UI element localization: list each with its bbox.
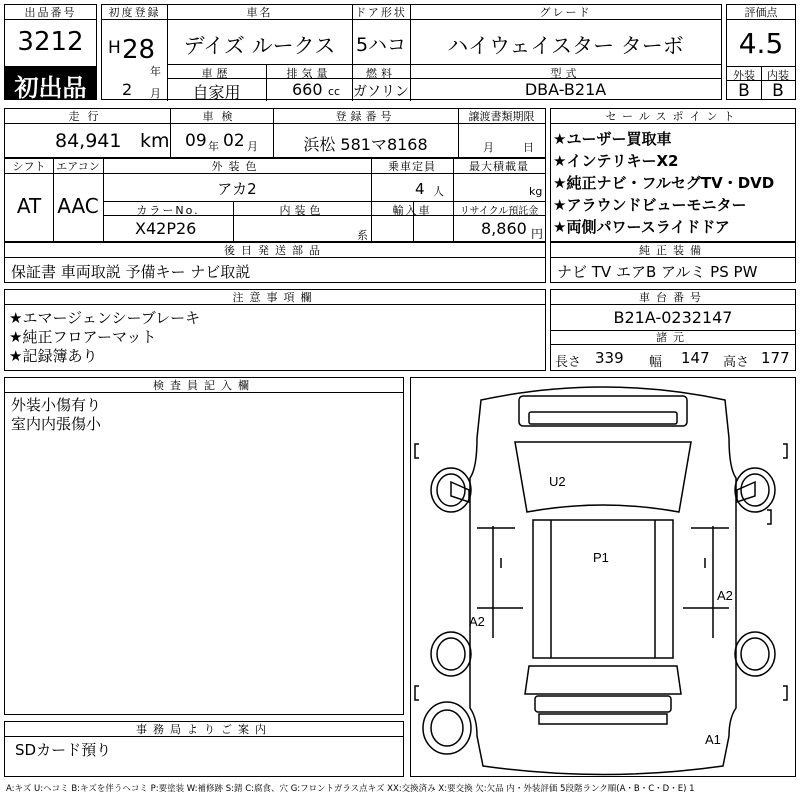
later-parts-text: 保証書 車両取説 予備キー ナビ取説 [11, 263, 251, 281]
door-type: 5ハコ [355, 34, 407, 56]
genuine-equipment-text: ナビ TV エアB アルミ PS PW [557, 263, 758, 281]
note-item: ★エマージェンシーブレーキ [9, 309, 201, 327]
office-box [4, 721, 404, 777]
lot-number-label: 出品番号 [5, 5, 96, 20]
sales-point-item: ★ユーザー買取車 [553, 130, 672, 148]
capacity-unit: 人 [433, 185, 444, 198]
chassis-label: 車台番号 [551, 290, 795, 305]
recycle-fee: 8,860 [481, 219, 527, 238]
history-label: 車歴 [201, 67, 232, 80]
mileage-unit: km [140, 130, 170, 152]
load-unit: kg [529, 185, 543, 198]
notes-box [4, 289, 546, 371]
spec-row [4, 158, 546, 242]
sales-point-item: ★純正ナビ・フルセグTV・DVD [553, 174, 775, 192]
exterior-label: 外装 [733, 69, 755, 82]
first-reg-year: 28 [122, 35, 156, 65]
later-parts-box [4, 242, 546, 283]
note-item: ★純正フロアーマット [9, 328, 157, 346]
transfer-day-unit: 日 [523, 141, 534, 154]
damage-diagram-box [410, 377, 796, 777]
mileage-row [4, 108, 546, 158]
model-label: 型式 [550, 67, 581, 80]
plate: 浜松 581マ8168 [303, 135, 428, 154]
load-label: 最大積載量 [453, 159, 545, 174]
interior-color-label: 内装色 [279, 204, 325, 217]
sales-points-box [550, 108, 796, 242]
inspector-line: 外装小傷有り [11, 396, 102, 414]
notes-label: 注意事項欄 [5, 290, 545, 305]
first-reg-month: 2 [122, 80, 133, 99]
insp-month-unit: 月 [247, 140, 258, 153]
car-name: デイズ ルークス [183, 34, 336, 58]
insp-year: 09 [185, 131, 207, 151]
note-item: ★記録簿あり [9, 347, 98, 365]
sales-point-item: ★インテリキーX2 [553, 152, 679, 170]
interior-grade: B [772, 81, 784, 101]
legend-text: A:キズ U:ヘコミ B:キズを伴うヘコミ P:要塗装 W:補修跡 S:錆 C:腐食、穴 G:フロントガラス点キズ XX:交換済み X:要交換 欠:欠品 内・外装評価 5段階ランク順(A・B・C・D・E) 1 [6, 784, 695, 794]
model: DBA-B21A [524, 80, 607, 99]
aircon: AAC [57, 194, 99, 218]
office-label: 事務局よりご案内 [5, 722, 403, 737]
fuel-label: 燃料 [366, 67, 396, 80]
inspector-label: 検査員記入欄 [5, 378, 403, 393]
exterior-grade: B [738, 81, 750, 101]
length: 339 [595, 349, 624, 367]
chassis-box [550, 289, 796, 371]
displacement: 660 [292, 80, 323, 99]
month-unit: 月 [150, 87, 161, 100]
year-unit: 年 [150, 65, 161, 78]
recycle-unit: 円 [531, 227, 544, 241]
height-label: 高さ [723, 355, 750, 370]
era: H [108, 38, 121, 58]
grade-label: グレード [410, 5, 721, 20]
shift: AT [16, 194, 42, 218]
door-label: ドア形状 [352, 5, 410, 20]
mileage: 84,941 [55, 130, 122, 152]
lot-number: 3212 [17, 27, 84, 57]
sales-point-item: ★両側パワースライドドア [553, 218, 730, 236]
inspector-line: 室内内張傷小 [11, 415, 102, 433]
transfer-label: 譲渡書類期限 [458, 109, 545, 124]
plate-label: 登録番号 [273, 109, 458, 124]
insp-month: 02 [223, 131, 245, 151]
inspector-notes [11, 396, 101, 434]
genuine-equipment-label: 純正装備 [551, 243, 795, 258]
first-listing-badge: 初出品 [4, 66, 97, 100]
width: 147 [681, 349, 710, 367]
genuine-equipment-box [550, 242, 796, 283]
color-no: X42P26 [135, 219, 197, 238]
width-label: 幅 [649, 355, 663, 370]
dims-label: 諸元 [551, 330, 795, 345]
aircon-label: エアコン [53, 159, 103, 174]
sales-points-list [553, 128, 774, 238]
vehicle-header-box [101, 4, 722, 100]
mileage-label: 走行 [5, 109, 170, 124]
length-label: 長さ [555, 355, 582, 370]
fuel: ガソリン [353, 84, 409, 100]
car-name-label: 車名 [167, 5, 352, 20]
color-label: 外装色 [103, 159, 371, 174]
office-text: SDカード預り [15, 741, 112, 759]
grade: ハイウェイスター ターボ [447, 34, 684, 58]
damage-mark: A2 [469, 614, 485, 629]
insp-year-unit: 年 [208, 140, 219, 153]
car-damage-diagram [411, 378, 795, 776]
score-label: 評価点 [727, 5, 795, 20]
damage-mark: A2 [717, 588, 733, 603]
chassis-number: B21A-0232147 [613, 308, 733, 327]
exterior-color: アカ2 [217, 180, 257, 198]
capacity: 4 [415, 180, 425, 198]
displacement-unit: cc [328, 85, 341, 98]
damage-mark: P1 [593, 550, 609, 565]
shift-label: シフト [5, 159, 53, 174]
sales-point-item: ★アラウンドビューモニター [553, 196, 747, 214]
damage-mark: A1 [705, 732, 721, 747]
later-parts-label: 後日発送部品 [5, 243, 545, 258]
transfer-month-unit: 月 [483, 141, 494, 154]
capacity-label: 乗車定員 [371, 159, 453, 174]
score: 4.5 [738, 27, 784, 60]
interior-label: 内装 [767, 69, 789, 82]
score-box [726, 4, 796, 100]
sales-points-label: セールスポイント [551, 109, 795, 124]
inspection-label: 車検 [170, 109, 273, 124]
displacement-label: 排気量 [286, 67, 332, 80]
color-no-label: カラーNo. [136, 204, 200, 217]
first-reg-label: 初度登録 [102, 5, 167, 20]
notes-list [9, 309, 200, 366]
inspector-box [4, 377, 404, 715]
import-label: 輸入車 [392, 204, 432, 217]
recycle-label: リサイクル預託金 [459, 206, 539, 217]
interior-color-unit: 系 [357, 229, 368, 242]
damage-mark: U2 [549, 474, 566, 489]
history: 自家用 [192, 83, 241, 102]
height: 177 [761, 349, 790, 367]
